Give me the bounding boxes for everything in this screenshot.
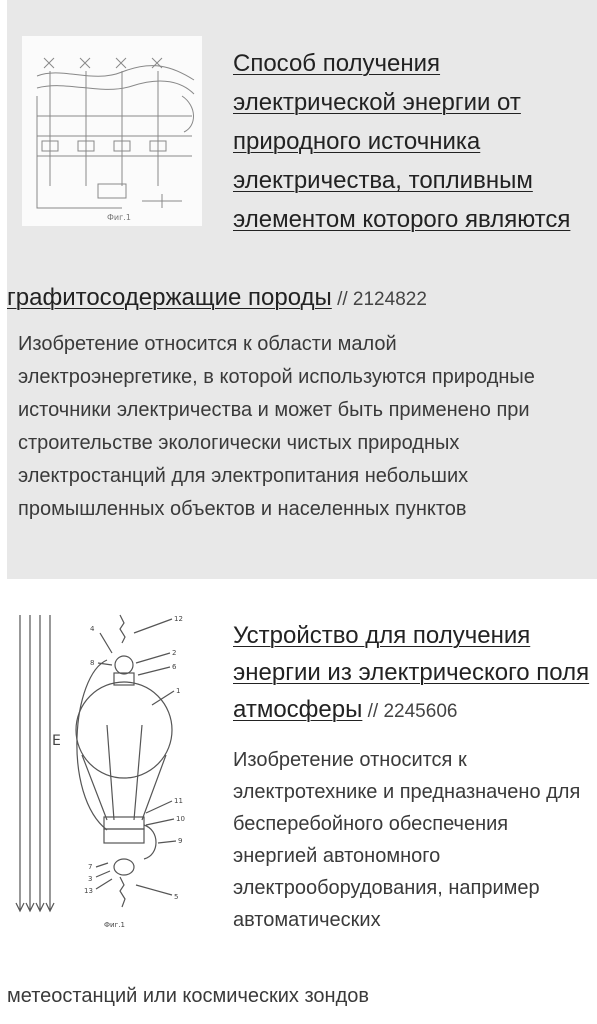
result-description-1: Изобретение относится к области малой электроэнергетике, в которой используются природные источники электричества и может быть применено при строительстве экологически чистых природных электростанций для электропитания небольших промышленных объектов и населенных пунктов bbox=[18, 333, 535, 520]
result-title-link-1[interactable]: Способ получения электрической энергии от природного источника электричества, топливным элементом которого являются bbox=[233, 50, 571, 233]
label-4: 4 bbox=[90, 625, 95, 633]
result-title-1-tail-line[interactable] bbox=[7, 278, 567, 319]
label-9: 9 bbox=[178, 837, 183, 845]
result-description-2: Изобретение относится к электротехнике и предназначено для бесперебойного обеспечения энергией автономного электрооборудования, например автоматических bbox=[233, 749, 581, 931]
balloon-device-image bbox=[12, 605, 212, 935]
patent-number-1: 2124822 bbox=[352, 289, 427, 310]
circuit-diagram-image bbox=[22, 36, 202, 226]
label-12: 12 bbox=[174, 615, 183, 623]
id-separator-2: // bbox=[362, 701, 384, 722]
figure-caption-2: Фиг.1 bbox=[104, 921, 125, 929]
label-6: 6 bbox=[172, 663, 177, 671]
patent-number-2: 2245606 bbox=[383, 701, 458, 722]
label-5: 5 bbox=[174, 893, 179, 901]
label-8: 8 bbox=[90, 659, 95, 667]
result-title-1[interactable] bbox=[233, 44, 593, 239]
field-label: E bbox=[52, 733, 61, 749]
figure-caption: Фиг.1 bbox=[107, 213, 131, 222]
label-10: 10 bbox=[176, 815, 185, 823]
result-title-link-1-tail[interactable]: графитосодержащие породы bbox=[7, 284, 332, 311]
label-1: 1 bbox=[176, 687, 181, 695]
result-description-2-tail: метеостанций или космических зондов bbox=[7, 985, 369, 1007]
label-13: 13 bbox=[84, 887, 93, 895]
patent-drawing-thumbnail-1[interactable] bbox=[22, 36, 202, 226]
label-11: 11 bbox=[174, 797, 183, 805]
label-7: 7 bbox=[88, 863, 93, 871]
patent-drawing-thumbnail-2[interactable] bbox=[12, 605, 212, 935]
result-title-link-2[interactable]: Устройство для получения энергии из электрического поля атмосферы bbox=[233, 622, 590, 723]
label-3: 3 bbox=[88, 875, 93, 883]
id-separator: // bbox=[331, 289, 353, 310]
result-title-2[interactable] bbox=[233, 617, 593, 730]
label-2: 2 bbox=[172, 649, 177, 657]
